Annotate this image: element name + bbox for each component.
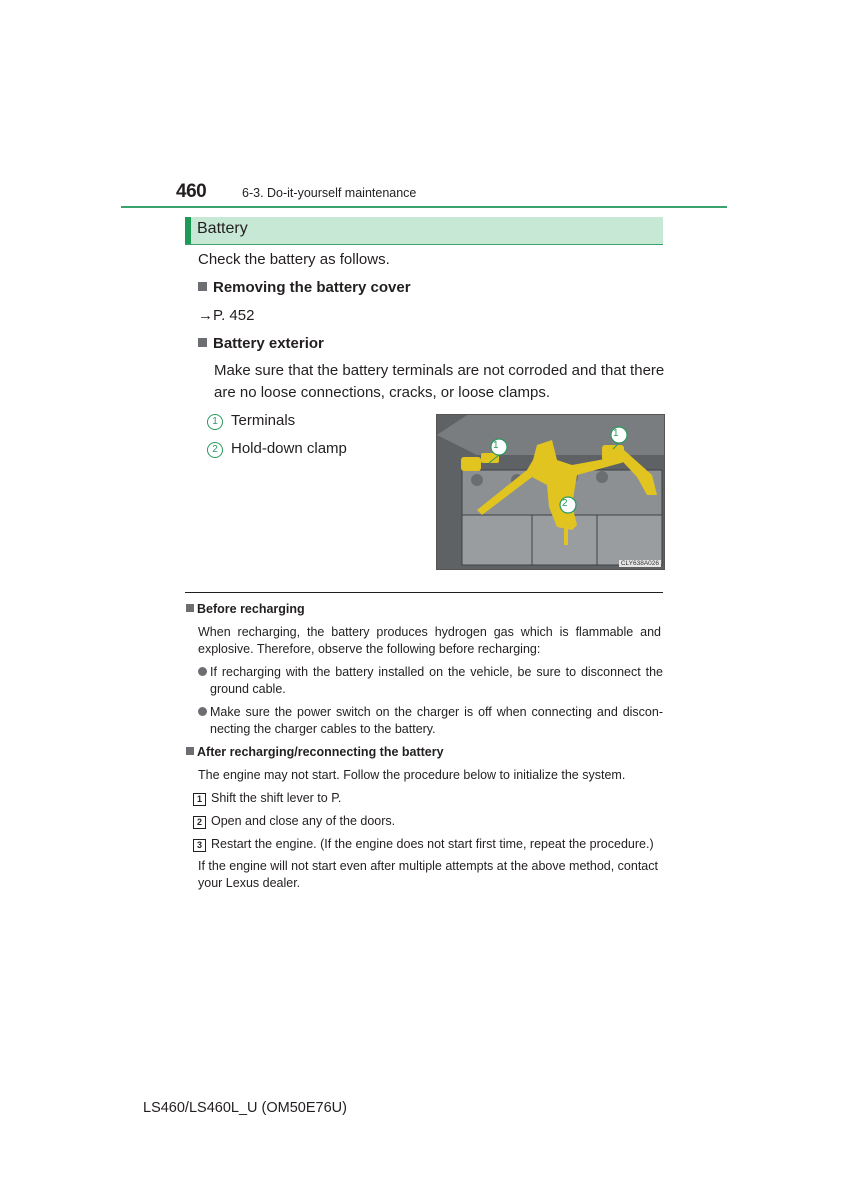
removing-ref-link[interactable]: →P. 452 <box>198 307 255 324</box>
photo-callout-2: 2 <box>562 498 568 509</box>
before-text-line1: When recharging, the battery produces hydrogen gas which is flammable and <box>198 625 661 639</box>
callout-number-icon: 1 <box>207 414 223 430</box>
legend-label: Hold-down clamp <box>231 440 347 457</box>
step-1 <box>193 790 341 807</box>
removing-heading-text: Removing the battery cover <box>213 279 411 296</box>
removing-heading <box>198 277 411 299</box>
legend-item-clamp <box>207 438 347 460</box>
exterior-heading <box>198 333 324 355</box>
page-title: Battery <box>197 220 248 237</box>
step-number-icon: 1 <box>193 793 206 806</box>
exterior-text-line1: Make sure that the battery terminals are not corroded and that there <box>214 362 665 379</box>
bullet-dot-icon <box>198 667 207 676</box>
step-2 <box>193 813 395 830</box>
exterior-heading-text: Battery exterior <box>213 335 324 352</box>
before-text-line2: explosive. Therefore, observe the following before recharging: <box>198 642 541 656</box>
exterior-text-line2: are no loose connections, cracks, or loose clamps. <box>214 384 550 401</box>
page-number: 460 <box>176 181 207 202</box>
step-text: Restart the engine. (If the engine does not start first time, repeat the procedure.) <box>211 837 654 851</box>
closing-line2: your Lexus dealer. <box>198 876 301 890</box>
before-bullet-1 <box>198 664 663 698</box>
step-text: Open and close any of the doors. <box>211 814 396 828</box>
photo-callout-1b: 1 <box>613 428 619 439</box>
section-title: 6-3. Do-it-yourself maintenance <box>242 186 417 200</box>
step-number-icon: 2 <box>193 816 206 829</box>
intro-text: Check the battery as follows. <box>198 251 390 268</box>
bullet-line <box>198 664 663 681</box>
square-bullet-icon <box>186 604 194 612</box>
after-intro: The engine may not start. Follow the procedure below to initialize the system. <box>198 768 626 782</box>
footer-model: LS460/LS460L_U (OM50E76U) <box>143 1100 347 1116</box>
after-heading-text: After recharging/reconnecting the battery <box>197 745 444 759</box>
legend-label: Terminals <box>231 412 296 429</box>
bullet-dot-icon <box>198 707 207 716</box>
image-code: CLY638A026 <box>620 560 659 567</box>
step-text: Shift the shift lever to P. <box>211 791 342 805</box>
square-bullet-icon <box>198 338 207 347</box>
closing-line1: If the engine will not start even after multiple attempts at the above method, contact <box>198 859 658 873</box>
square-bullet-icon <box>186 747 194 755</box>
before-recharging-heading <box>186 601 305 618</box>
bullet-line <box>198 704 663 721</box>
bullet-line2: ground cable. <box>210 682 286 696</box>
after-recharging-heading <box>186 744 444 761</box>
photo-callout-1a: 1 <box>493 440 499 451</box>
header-rule <box>121 206 727 208</box>
title-accent-bar <box>185 217 191 244</box>
legend-item-terminals <box>207 410 295 432</box>
title-band <box>185 217 663 245</box>
bullet-text: Make sure the power switch on the charger is off when connecting and discon- <box>210 705 663 719</box>
callout-number-icon: 2 <box>207 442 223 458</box>
square-bullet-icon <box>198 282 207 291</box>
bullet-line2: necting the charger cables to the battery. <box>210 722 436 736</box>
bullet-text: If recharging with the battery installed on the vehicle, be sure to disconnect the <box>210 665 663 679</box>
battery-illustration <box>436 414 665 570</box>
before-heading-text: Before recharging <box>197 602 305 616</box>
step-number-icon: 3 <box>193 839 206 852</box>
step-3 <box>193 836 654 853</box>
notes-divider <box>185 592 663 593</box>
battery-photo-svg <box>437 415 664 569</box>
before-bullet-2 <box>198 704 663 738</box>
